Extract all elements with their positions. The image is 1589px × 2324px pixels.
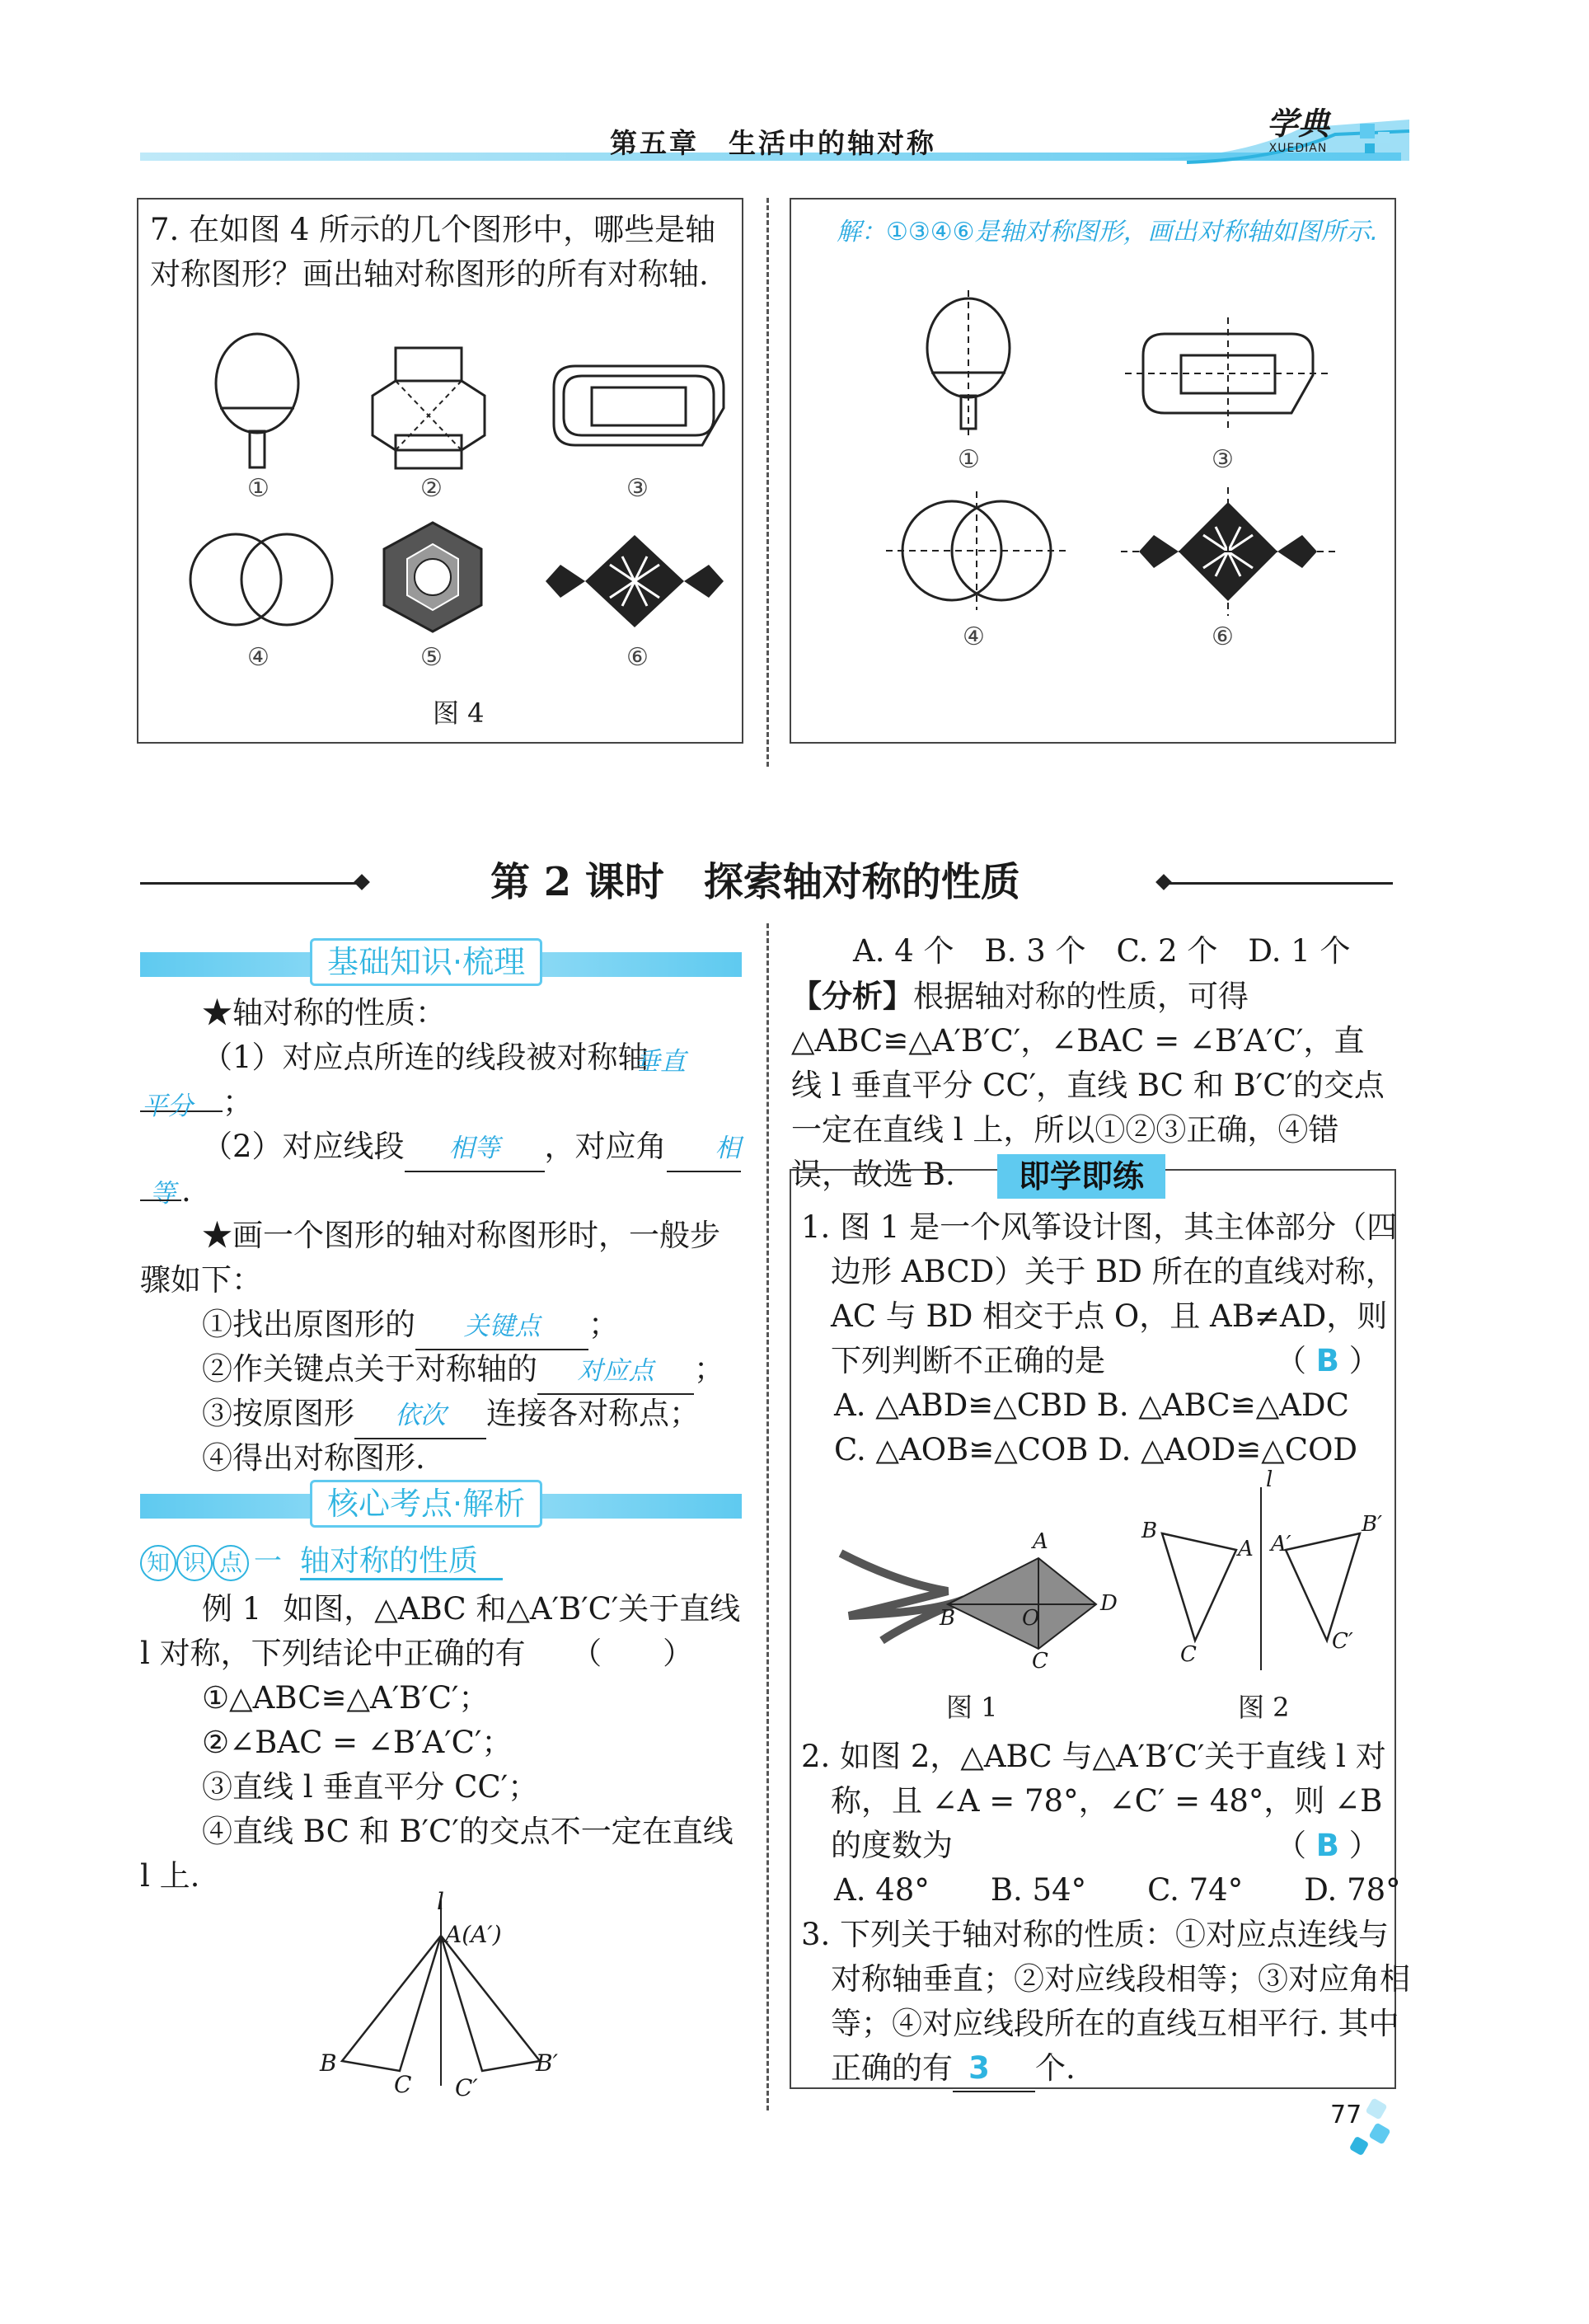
practice-q1-opt-2: C. △AOB≌△COB D. △AOD≌△COD [834,1432,1358,1467]
basics-p2-answer-part2: 平分 [142,1092,193,1121]
example-fig-label-a: A(A′) [445,1921,502,1948]
example-label: 例 1 [202,1591,262,1627]
analysis-text: 根据轴对称的性质，可得△ABC≌△A′B′C′，∠BAC = ∠B′A′C′，直线 l 垂直平分 CC′，直线 BC 和 B′C′的交点一定在直线 l 上，所以①②③正确，④错误，故选 B. [791,979,1385,1192]
practice-q2-text: 2. 如图 2，△ABC 与△A′B′C′关于直线 l 对称，且 ∠A = 78°，∠C′ = 48°，则 ∠B 的度数为 [801,1739,1386,1863]
example-block [140,1587,742,1676]
q7-label-6: ⑥ [626,643,649,672]
q7-label-4: ④ [247,643,270,672]
q7-caption: 图 4 [433,697,485,729]
basics-p3-answer2: 等 [150,1179,176,1209]
basics-s1: ①找出原图形的 关键点 ； [202,1303,619,1350]
kp-title: 轴对称的性质 [300,1544,503,1580]
basics-p2-semicolon: ； [223,1084,253,1120]
practice-q2-answer: B [1315,1828,1339,1863]
fig1-label-d: D [1100,1591,1118,1616]
practice-q3-answer: 3 [953,2046,1035,2092]
basics-p4: ★画一个图形的轴对称图形时，一般步骤如下： [140,1218,720,1298]
core-banner: 核心考点·解析 [310,1480,542,1528]
practice-fig2-caption: 图 2 [1238,1692,1290,1723]
fig2-label-c2: C′ [1332,1629,1353,1654]
basics-s1-answer: 关键点 [415,1304,588,1350]
practice-banner: 即学即练 [997,1154,1165,1199]
q7-label-5: ⑤ [420,643,443,672]
fig2-label-b: B [1141,1519,1158,1543]
example-fig-label-b: B [320,2049,337,2077]
example-fig-label-l: l [437,1888,444,1915]
answer-label-4: ④ [963,622,985,651]
answer-fig-paddle [921,298,1020,439]
answer-fig-frame [1133,326,1323,425]
kp-number: 一 [254,1545,282,1578]
fig1-label-c: C [1032,1649,1048,1674]
fig2-label-a2: A′ [1271,1532,1291,1556]
page-number: 77 [1330,2101,1362,2129]
basics-s3-answer: 依次 [354,1393,486,1439]
basics-banner: 基础知识·梳理 [310,938,542,986]
top-column-divider [766,198,769,767]
basics-p1: ★轴对称的性质： [202,995,446,1031]
answer-fig-circles [894,495,1059,610]
kp-badge-1: 知 [140,1545,176,1581]
kp-row [140,1538,503,1579]
basics-p3-answer1: 相等 [405,1126,545,1172]
basics-s3-text2: 连接各对称点； [486,1396,700,1431]
fig1-label-b: B [940,1606,956,1631]
answer-label-6: ⑥ [1212,622,1234,651]
header-chapter: 第五章 生活中的轴对称 [610,127,936,159]
q7-fig-folded [371,346,486,470]
practice-q3-text: 3. 下列关于轴对称的性质：①对应点连线与对称轴垂直；②对应线段相等；③对应角相等；④对应线段所在的直线互相平行. 其中正确的有 [801,1917,1410,2086]
practice-q3 [801,1913,1412,2092]
title-rule-left [140,882,363,885]
basics-p3-text2: ，对应角 [544,1129,667,1164]
fig2-label-c: C [1180,1642,1197,1667]
title-rule-right [1164,882,1393,885]
fig2-label-a: A [1238,1537,1254,1561]
logo-en: XUEDIAN [1268,142,1328,155]
practice-q2-paren: （ B ） [1276,1828,1380,1863]
q7-text: 7. 在如图 4 所示的几个图形中，哪些是轴对称图形？画出轴对称图形的所有对称轴. [150,212,716,292]
q7-fig-hexagon [379,519,486,635]
q7-fig-circles [188,532,336,631]
basics-p3 [202,1124,741,1172]
basics-p3-blank-end [140,1200,181,1201]
basics-p2-answer-display2 [142,1085,193,1122]
basics-s4: ④得出对称图形. [202,1440,425,1476]
q7-label-1: ① [247,474,270,503]
fig1-label-a: A [1033,1529,1048,1554]
example-item-2: ②∠BAC = ∠B′A′C′； [202,1725,513,1760]
answer-fig-knot [1125,491,1331,614]
basics-p2-answer-display [635,1040,686,1077]
logo [1253,106,1343,163]
example-fig-label-c2: C′ [455,2074,478,2101]
example-item-3: ③直线 l 垂直平分 CC′； [202,1769,539,1805]
answer-label-1: ① [958,445,980,474]
example-text: 如图，△ABC 和△A′B′C′关于直线 l 对称，下列结论中正确的有 （ ） [140,1591,741,1671]
basics-s3-text: ③按原图形 [202,1396,354,1431]
practice-q3-text2: 个. [1035,2050,1076,2086]
practice-q1-paren: （ B ） [1276,1343,1380,1378]
practice-q1-opt-1: A. △ABD≌△CBD B. △ABC≌△ADC [834,1387,1349,1423]
q7-fig-frame [551,363,727,453]
kp-badge-2: 识 [176,1545,213,1581]
basics-p3-blank2: 相 [667,1126,741,1172]
basics-s3 [202,1392,700,1439]
q7-answer-box [790,198,1396,744]
basics-p3-end: . [140,1169,191,1214]
q7-label-3: ③ [626,474,649,503]
logo-cn: 学典 [1266,105,1329,142]
kp-badge-3: 点 [213,1545,249,1581]
example-options: A. 4 个 B. 3 个 C. 2 个 D. 1 个 [853,933,1351,969]
basics-s2-answer: 对应点 [537,1349,694,1395]
answer-label-3: ③ [1212,445,1234,474]
q7-label-2: ② [420,474,443,503]
basics-p3-text: （2）对应线段 [202,1129,405,1164]
title-rule-left-diamond [354,874,370,890]
example-fig-label-c: C [394,2071,412,2098]
fig2-label-l: l [1266,1467,1273,1492]
fig2-label-b2: B′ [1362,1512,1383,1537]
basics-s2-text: ②作关键点关于对称轴的 [202,1351,537,1387]
analysis-tag: 【分析】 [791,978,913,1014]
basics-s2: ②作关键点关于对称轴的 对应点 ； [202,1347,724,1395]
basics-s1-text: ①找出原图形的 [202,1307,415,1342]
bottom-column-divider [766,923,769,2110]
q7-fig-paddle [210,334,309,474]
lesson-title: 第 2 课时 探索轴对称的性质 [490,859,1020,905]
practice-q2-options: A. 48° B. 54° C. 74° D. 78° [834,1872,1401,1908]
example-fig-label-b2: B′ [536,2049,558,2077]
fig1-label-o: O [1022,1606,1040,1631]
q7-answer-text: 解：①③④⑥是轴对称图形，画出对称轴如图所示. [837,218,1379,246]
practice-fig1-caption: 图 1 [946,1692,998,1723]
practice-q1-text: 1. 图 1 是一个风筝设计图，其主体部分（四边形 ABCD）关于 BD 所在的直线对称，AC 与 BD 相交于点 O，且 AB≠AD，则下列判断不正确的是 [801,1209,1398,1378]
practice-fig1-kite [832,1533,1129,1674]
example-item-4: ④直线 BC 和 B′C′的交点不一定在直线 l 上. [140,1814,734,1894]
q7-fig-knot [544,532,725,631]
basics-p2-answer-part: 垂直 [635,1047,686,1077]
practice-q1-answer: B [1315,1343,1339,1378]
example-item-1: ①△ABC≌△A′B′C′； [202,1680,490,1716]
basics-p2-text: （1）对应点所连的线段被对称轴 [202,1040,649,1075]
